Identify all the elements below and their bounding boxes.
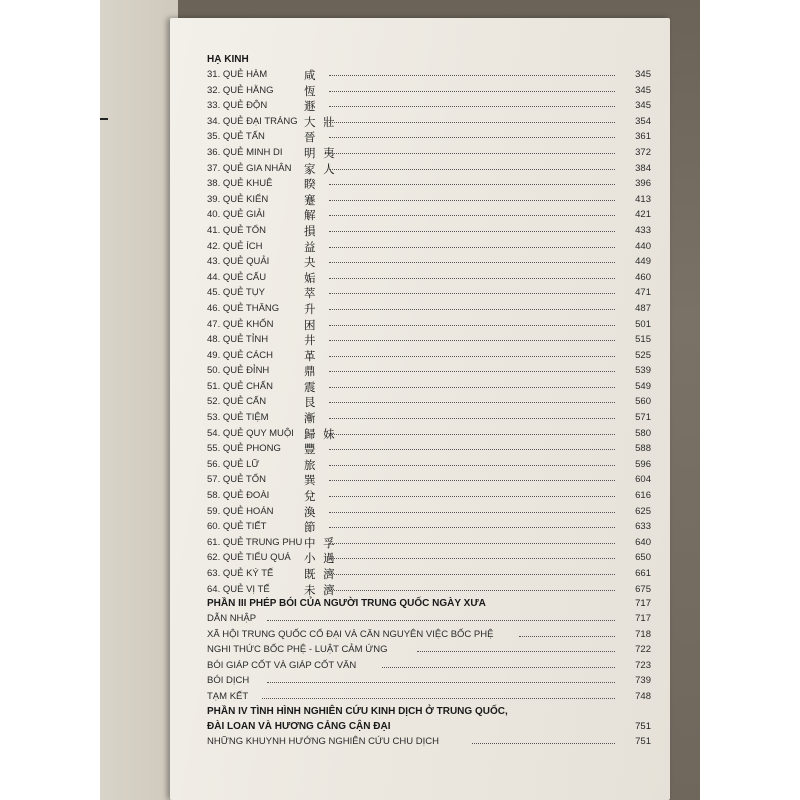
leader-dots: [417, 651, 615, 652]
toc-row: [207, 581, 655, 597]
leader-dots: [329, 449, 615, 450]
leader-dots: [329, 387, 615, 388]
part3-heading: [207, 596, 655, 611]
part4-heading-line2: [207, 719, 655, 734]
leader-dots: [329, 512, 615, 513]
toc-row: [207, 347, 655, 363]
leader-dots: [329, 184, 615, 185]
toc-page: 739: [635, 675, 651, 687]
toc-page: 449: [635, 256, 651, 268]
leader-dots: [329, 402, 615, 403]
toc-label: 38. QUẺ KHUÊ: [207, 178, 273, 190]
toc-page: 433: [635, 224, 651, 236]
leader-dots: [329, 356, 615, 357]
toc-row: [207, 440, 655, 456]
toc-page: 723: [635, 659, 651, 671]
leader-dots: [329, 325, 615, 326]
toc-page: 661: [635, 568, 651, 579]
toc-row: [207, 689, 655, 705]
leader-dots: [329, 293, 615, 294]
han-characters: 姤: [304, 270, 318, 285]
toc-row: [207, 206, 655, 222]
han-characters: 晉: [304, 130, 318, 145]
han-characters: 艮: [304, 395, 318, 410]
page-mark: [100, 118, 108, 120]
han-characters: 咸: [304, 68, 318, 82]
toc-page: 549: [635, 380, 651, 392]
toc-label: 40. QUẺ GIẢI: [207, 209, 266, 221]
toc-label: BÓI GIÁP CỐT VÀ GIÁP CỐT VĂN: [207, 659, 357, 671]
leader-dots: [329, 262, 615, 263]
toc-page: 748: [635, 690, 651, 702]
toc-row: [207, 113, 655, 129]
leader-dots: [329, 590, 615, 591]
han-characters: 損: [304, 223, 318, 238]
toc-row: [207, 66, 655, 82]
toc-row: [207, 518, 655, 534]
toc-row: [207, 284, 655, 300]
toc-page: 487: [635, 302, 651, 314]
toc-page: 421: [635, 209, 651, 221]
toc-label: XÃ HỘI TRUNG QUỐC CỔ ĐẠI VÀ CĂN NGUYÊN VIỆC BỐC PHỆ: [207, 628, 494, 640]
leader-dots: [329, 543, 615, 544]
leader-dots: [329, 137, 615, 138]
han-characters: 兌: [304, 489, 318, 504]
toc-page: 460: [635, 271, 651, 283]
toc-row: [207, 409, 655, 425]
part4-list: [207, 734, 655, 750]
toc-row: [207, 487, 655, 503]
toc-row: [207, 300, 655, 316]
toc-label: 64. QUẺ VỊ TẾ: [207, 583, 270, 595]
han-characters: 震: [304, 379, 318, 394]
toc-page: 361: [635, 131, 651, 143]
toc-page: 588: [635, 443, 651, 455]
toc-row: [207, 362, 655, 378]
toc-label: 49. QUẺ CÁCH: [207, 349, 273, 361]
toc-page: 640: [635, 536, 651, 548]
toc-label: 42. QUẺ ÍCH: [207, 240, 263, 252]
toc-page: 539: [635, 365, 651, 377]
han-characters: 革: [304, 348, 318, 363]
leader-dots: [329, 169, 615, 170]
han-characters: 節: [304, 520, 318, 535]
toc-row: [207, 611, 655, 627]
toc-row: [207, 128, 655, 144]
han-characters: 漸: [304, 411, 318, 426]
leader-dots: [329, 122, 615, 123]
leader-dots: [329, 247, 615, 248]
toc-page: 345: [635, 100, 651, 112]
toc-page: 501: [635, 318, 651, 330]
leader-dots: [329, 215, 615, 216]
toc-page: 751: [635, 736, 651, 748]
toc-label: 47. QUẺ KHỐN: [207, 318, 274, 330]
toc-label: 34. QUẺ ĐẠI TRÁNG: [207, 115, 298, 127]
part4-page: 751: [635, 721, 651, 733]
book-page: [170, 18, 670, 800]
leader-dots: [329, 309, 615, 310]
han-characters: 巽: [304, 473, 318, 488]
toc-row: [207, 565, 655, 581]
han-characters: 蹇: [304, 192, 318, 207]
toc-label: NGHI THỨC BỐC PHỆ - LUẬT CẢM ỨNG: [207, 644, 388, 656]
leader-dots: [267, 620, 615, 621]
toc-label: 44. QUẺ CẤU: [207, 271, 267, 283]
toc-label: 54. QUẺ QUY MUỘI: [207, 427, 294, 439]
toc-label: 45. QUẺ TỤY: [207, 287, 265, 299]
han-characters: 睽: [304, 177, 318, 192]
toc-label: 48. QUẺ TỈNH: [207, 334, 269, 346]
leader-dots: [329, 278, 615, 279]
hexagram-list: [207, 66, 655, 596]
section-title: HẠ KINH: [207, 54, 249, 65]
toc-row: [207, 642, 655, 658]
toc-label: DẪN NHẬP: [207, 613, 257, 625]
leader-dots: [382, 667, 615, 668]
toc-page: 525: [635, 349, 651, 361]
toc-row: [207, 269, 655, 285]
leader-dots: [329, 231, 615, 232]
han-characters: 豐: [304, 442, 318, 457]
leader-dots: [329, 371, 615, 372]
leader-dots: [329, 91, 615, 92]
han-characters: 既 濟: [304, 567, 337, 581]
toc-label: 56. QUẺ LỮ: [207, 458, 260, 470]
toc-label: 31. QUẺ HÀM: [207, 69, 268, 80]
toc-label: 37. QUẺ GIA NHÂN: [207, 162, 292, 174]
toc-row: [207, 503, 655, 519]
toc-label: 41. QUẺ TỔN: [207, 224, 266, 236]
toc-page: 440: [635, 240, 651, 252]
toc-row: [207, 316, 655, 332]
toc-row: [207, 627, 655, 643]
toc-row: [207, 393, 655, 409]
toc-label: 32. QUẺ HẰNG: [207, 84, 274, 96]
leader-dots: [329, 480, 615, 481]
han-characters: 益: [304, 239, 318, 254]
part4-section: [207, 704, 655, 750]
toc-page: 633: [635, 521, 651, 533]
toc-label: 53. QUẺ TIỆM: [207, 412, 269, 424]
han-characters: 解: [304, 208, 318, 223]
toc-label: 57. QUẺ TỐN: [207, 474, 266, 486]
toc-label: NHỮNG KHUYNH HƯỚNG NGHIÊN CỨU CHU DỊCH: [207, 736, 439, 748]
han-characters: 小 過: [304, 551, 337, 566]
leader-dots: [472, 743, 615, 744]
toc-label: 43. QUẺ QUẢI: [207, 256, 270, 268]
toc-row: [207, 331, 655, 347]
han-characters: 升: [304, 301, 318, 316]
toc-page: 717: [635, 613, 651, 625]
toc-page: 345: [635, 84, 651, 96]
toc-row: [207, 734, 655, 750]
part4-title-line2: ĐÀI LOAN VÀ HƯƠNG CẢNG CẬN ĐẠI: [207, 721, 391, 733]
toc-row: [207, 160, 655, 176]
toc-row: [207, 673, 655, 689]
leader-dots: [262, 698, 615, 699]
han-characters: 萃: [304, 286, 318, 301]
han-characters: 中 孚: [304, 535, 337, 550]
leader-dots: [329, 75, 615, 76]
han-characters: 明 夷: [304, 145, 337, 160]
toc-row: [207, 222, 655, 238]
toc-row: [207, 471, 655, 487]
toc-row: [207, 82, 655, 98]
han-characters: 渙: [304, 504, 318, 519]
toc-row: [207, 144, 655, 160]
toc-page: 560: [635, 396, 651, 408]
toc-label: 61. QUẺ TRUNG PHU: [207, 536, 303, 548]
toc-label: 58. QUẺ ĐOÀI: [207, 490, 270, 502]
leader-dots: [329, 558, 615, 559]
toc-label: BÓI DỊCH: [207, 675, 250, 687]
toc-page: 384: [635, 162, 651, 174]
part3-title: PHẦN III PHÉP BÓI CỦA NGƯỜI TRUNG QUỐC NGÀY XƯA: [207, 598, 486, 610]
toc-page: 625: [635, 505, 651, 517]
toc-row: [207, 253, 655, 269]
leader-dots: [329, 153, 615, 154]
part4-title-line1: PHẦN IV TÌNH HÌNH NGHIÊN CỨU KINH DỊCH Ở TRUNG QUỐC,: [207, 706, 508, 718]
toc-page: 718: [635, 628, 651, 640]
toc-label: 50. QUẺ ĐỈNH: [207, 365, 270, 377]
toc-page: 515: [635, 334, 651, 346]
toc-page: 596: [635, 458, 651, 470]
toc-label: 59. QUẺ HOÁN: [207, 505, 274, 517]
toc-row: [207, 378, 655, 394]
toc-page: 604: [635, 474, 651, 486]
han-characters: 家 人: [304, 161, 337, 176]
part3-section: [207, 596, 655, 704]
leader-dots: [329, 106, 615, 107]
toc-page: 396: [635, 178, 651, 190]
toc-row: [207, 549, 655, 565]
toc-page: 616: [635, 490, 651, 502]
toc-page: 650: [635, 552, 651, 564]
toc-page: 675: [635, 583, 651, 595]
toc-row: [207, 425, 655, 441]
leader-dots: [329, 574, 615, 575]
toc-label: 62. QUẺ TIỂU QUÁ: [207, 552, 291, 564]
toc-page: 571: [635, 412, 651, 424]
toc-row: [207, 238, 655, 254]
toc-label: 55. QUẺ PHONG: [207, 443, 281, 455]
han-characters: 未 濟: [304, 582, 337, 597]
han-characters: 恆: [304, 83, 318, 98]
table-of-contents: [207, 54, 655, 750]
toc-label: 52. QUẺ CẤN: [207, 396, 267, 408]
toc-page: 372: [635, 146, 651, 158]
toc-row: [207, 456, 655, 472]
han-characters: 大 壯: [304, 114, 337, 129]
leader-dots: [329, 496, 615, 497]
toc-row: [207, 534, 655, 550]
toc-row: [207, 175, 655, 191]
leader-dots: [329, 527, 615, 528]
han-characters: 鼎: [304, 364, 318, 379]
part4-heading-line1: [207, 704, 655, 719]
leader-dots: [329, 200, 615, 201]
toc-page: 722: [635, 644, 651, 656]
han-characters: 遯: [304, 99, 318, 114]
toc-label: 39. QUẺ KIỂN: [207, 193, 269, 205]
toc-row: [207, 658, 655, 674]
toc-label: 63. QUẺ KÝ TẾ: [207, 568, 274, 579]
toc-page: 471: [635, 287, 651, 299]
toc-page: 413: [635, 193, 651, 205]
toc-page: 345: [635, 69, 651, 80]
leader-dots: [519, 636, 615, 637]
toc-label: 60. QUẺ TIẾT: [207, 521, 267, 533]
toc-page: 580: [635, 427, 651, 439]
toc-row: [207, 97, 655, 113]
part3-list: [207, 611, 655, 704]
leader-dots: [329, 418, 615, 419]
han-characters: 歸 妹: [304, 426, 337, 441]
toc-label: 36. QUẺ MINH DI: [207, 146, 283, 158]
han-characters: 夬: [304, 255, 318, 270]
han-characters: 旅: [304, 457, 318, 472]
han-characters: 井: [304, 333, 318, 348]
han-characters: 困: [304, 317, 318, 332]
left-page-edge: [100, 0, 178, 800]
toc-label: 46. QUẺ THĂNG: [207, 302, 280, 314]
part3-page: 717: [635, 598, 651, 610]
toc-label: TẠM KẾT: [207, 690, 249, 702]
toc-label: 33. QUẺ ĐỘN: [207, 100, 268, 112]
leader-dots: [329, 340, 615, 341]
toc-label: 35. QUẺ TẤN: [207, 131, 265, 143]
toc-page: 354: [635, 115, 651, 127]
toc-label: 51. QUẺ CHẤN: [207, 380, 273, 392]
leader-dots: [329, 434, 615, 435]
toc-row: [207, 191, 655, 207]
leader-dots: [329, 465, 615, 466]
leader-dots: [267, 682, 615, 683]
